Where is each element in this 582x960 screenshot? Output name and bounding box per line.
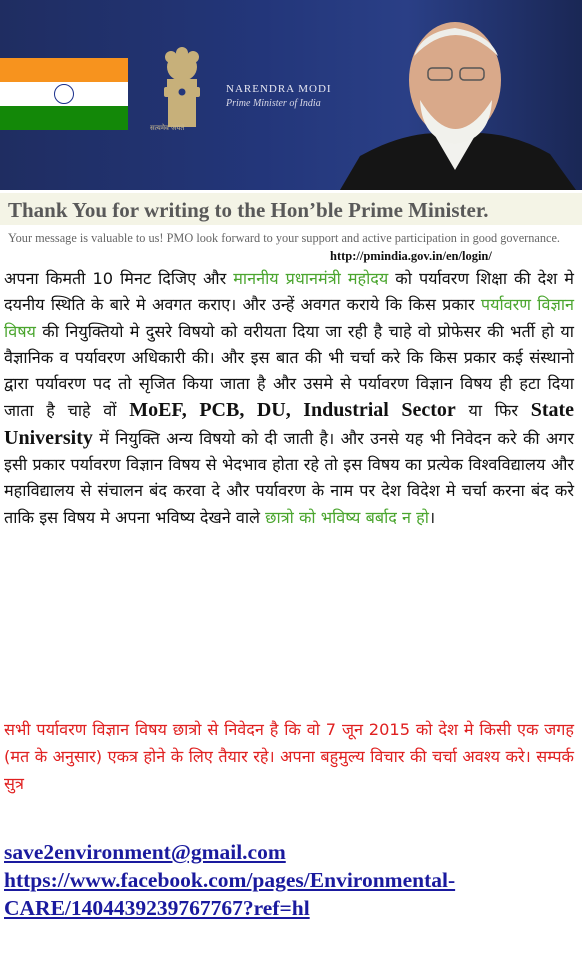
bold-orgs: MoEF, PCB, DU, Industrial Sector bbox=[129, 399, 456, 422]
thanks-subtext: Your message is valuable to us! PMO look forward to your support and active participation in good governance. bbox=[8, 231, 560, 245]
highlight-pm: माननीय प्रधानमंत्री महोदय bbox=[233, 269, 389, 288]
pm-title: Prime Minister of India bbox=[226, 98, 321, 109]
highlight-subject: पर्यावरण विज्ञान विषय bbox=[4, 295, 575, 341]
pm-portrait-image bbox=[330, 8, 580, 190]
pmindia-url: http://pmindia.gov.in/en/login/ bbox=[330, 249, 492, 263]
contact-links bbox=[4, 838, 455, 922]
emblem-caption: सत्यमेव जयते bbox=[150, 124, 185, 132]
pm-name: NARENDRA MODI bbox=[226, 83, 332, 95]
highlight-students: छात्रो को भविष्य बर्बाद न हो bbox=[265, 507, 429, 527]
bold-university: State University bbox=[4, 399, 575, 449]
appeal-paragraph: अपना किमती 10 मिनट दिजिए और माननीय प्रधानमंत्री महोदय को पर्यावरण शिक्षा की देश मे दयनीय स्थिति के बारे मे अवगत कराए। और उन्हें अवगत कराये कि किस प्रकार पर्यावरण विज्ञान विषय की नियुक्तियो मे दुसरे विषयो को वरीयता दिया जा रही है चाहे वो प्रोफेसर की भर्ती हो या वैज्ञानिक व पर्यावरण अधिकारी की। और इस बात की भी चर्चा करे कि किस प्रकार कई संस्थानो द्वारा पर्यावरण पद तो सृजित किया जाता है और उसमे से पर्यावरण विज्ञान विषय ही हटा दिया जाता है चाहे वों MoEF, PCB, DU, Industrial Sector या फिर State University में नियुक्ति अन्य विषयो को दी जाती है। और उनसे यह भी निवेदन करे की अगर इसी प्रकार पर्यावरण विज्ञान विषय से भेदभाव होता रहे तो इस विषय का प्रत्येक विश्वविद्यालय और महाविद्यालय से संचालन बंद करवा दे और पर्यावरण के नाम पर देश विदेश मे चर्चा करना बंद करे ताकि इस विषय मे अपना भविष्य देखने वाले छात्रो को भविष्य बर्बाद न हो। bbox=[4, 269, 575, 527]
indian-flag-icon bbox=[0, 58, 128, 130]
facebook-link-line1[interactable]: https://www.facebook.com/pages/Environmental- bbox=[4, 868, 456, 892]
student-request-paragraph: सभी पर्यावरण विज्ञान विषय छात्रो से निवेदन है कि वो 7 जून 2015 को देश मे किसी एक जगह (मत के अनुसार) एकत्र होने के लिए तैयार रहे। अपना बहुमुल्य विचार की चर्चा अवश्य करे। सम्पर्क सुत्र bbox=[4, 720, 574, 793]
pm-banner bbox=[0, 0, 582, 190]
thanks-heading: Thank You for writing to the Hon’ble Prime Minister. bbox=[8, 198, 489, 222]
facebook-link-line2[interactable]: CARE/1404439239767767?ref=hl bbox=[4, 896, 310, 920]
email-link[interactable]: save2environment@gmail.com bbox=[4, 840, 286, 864]
